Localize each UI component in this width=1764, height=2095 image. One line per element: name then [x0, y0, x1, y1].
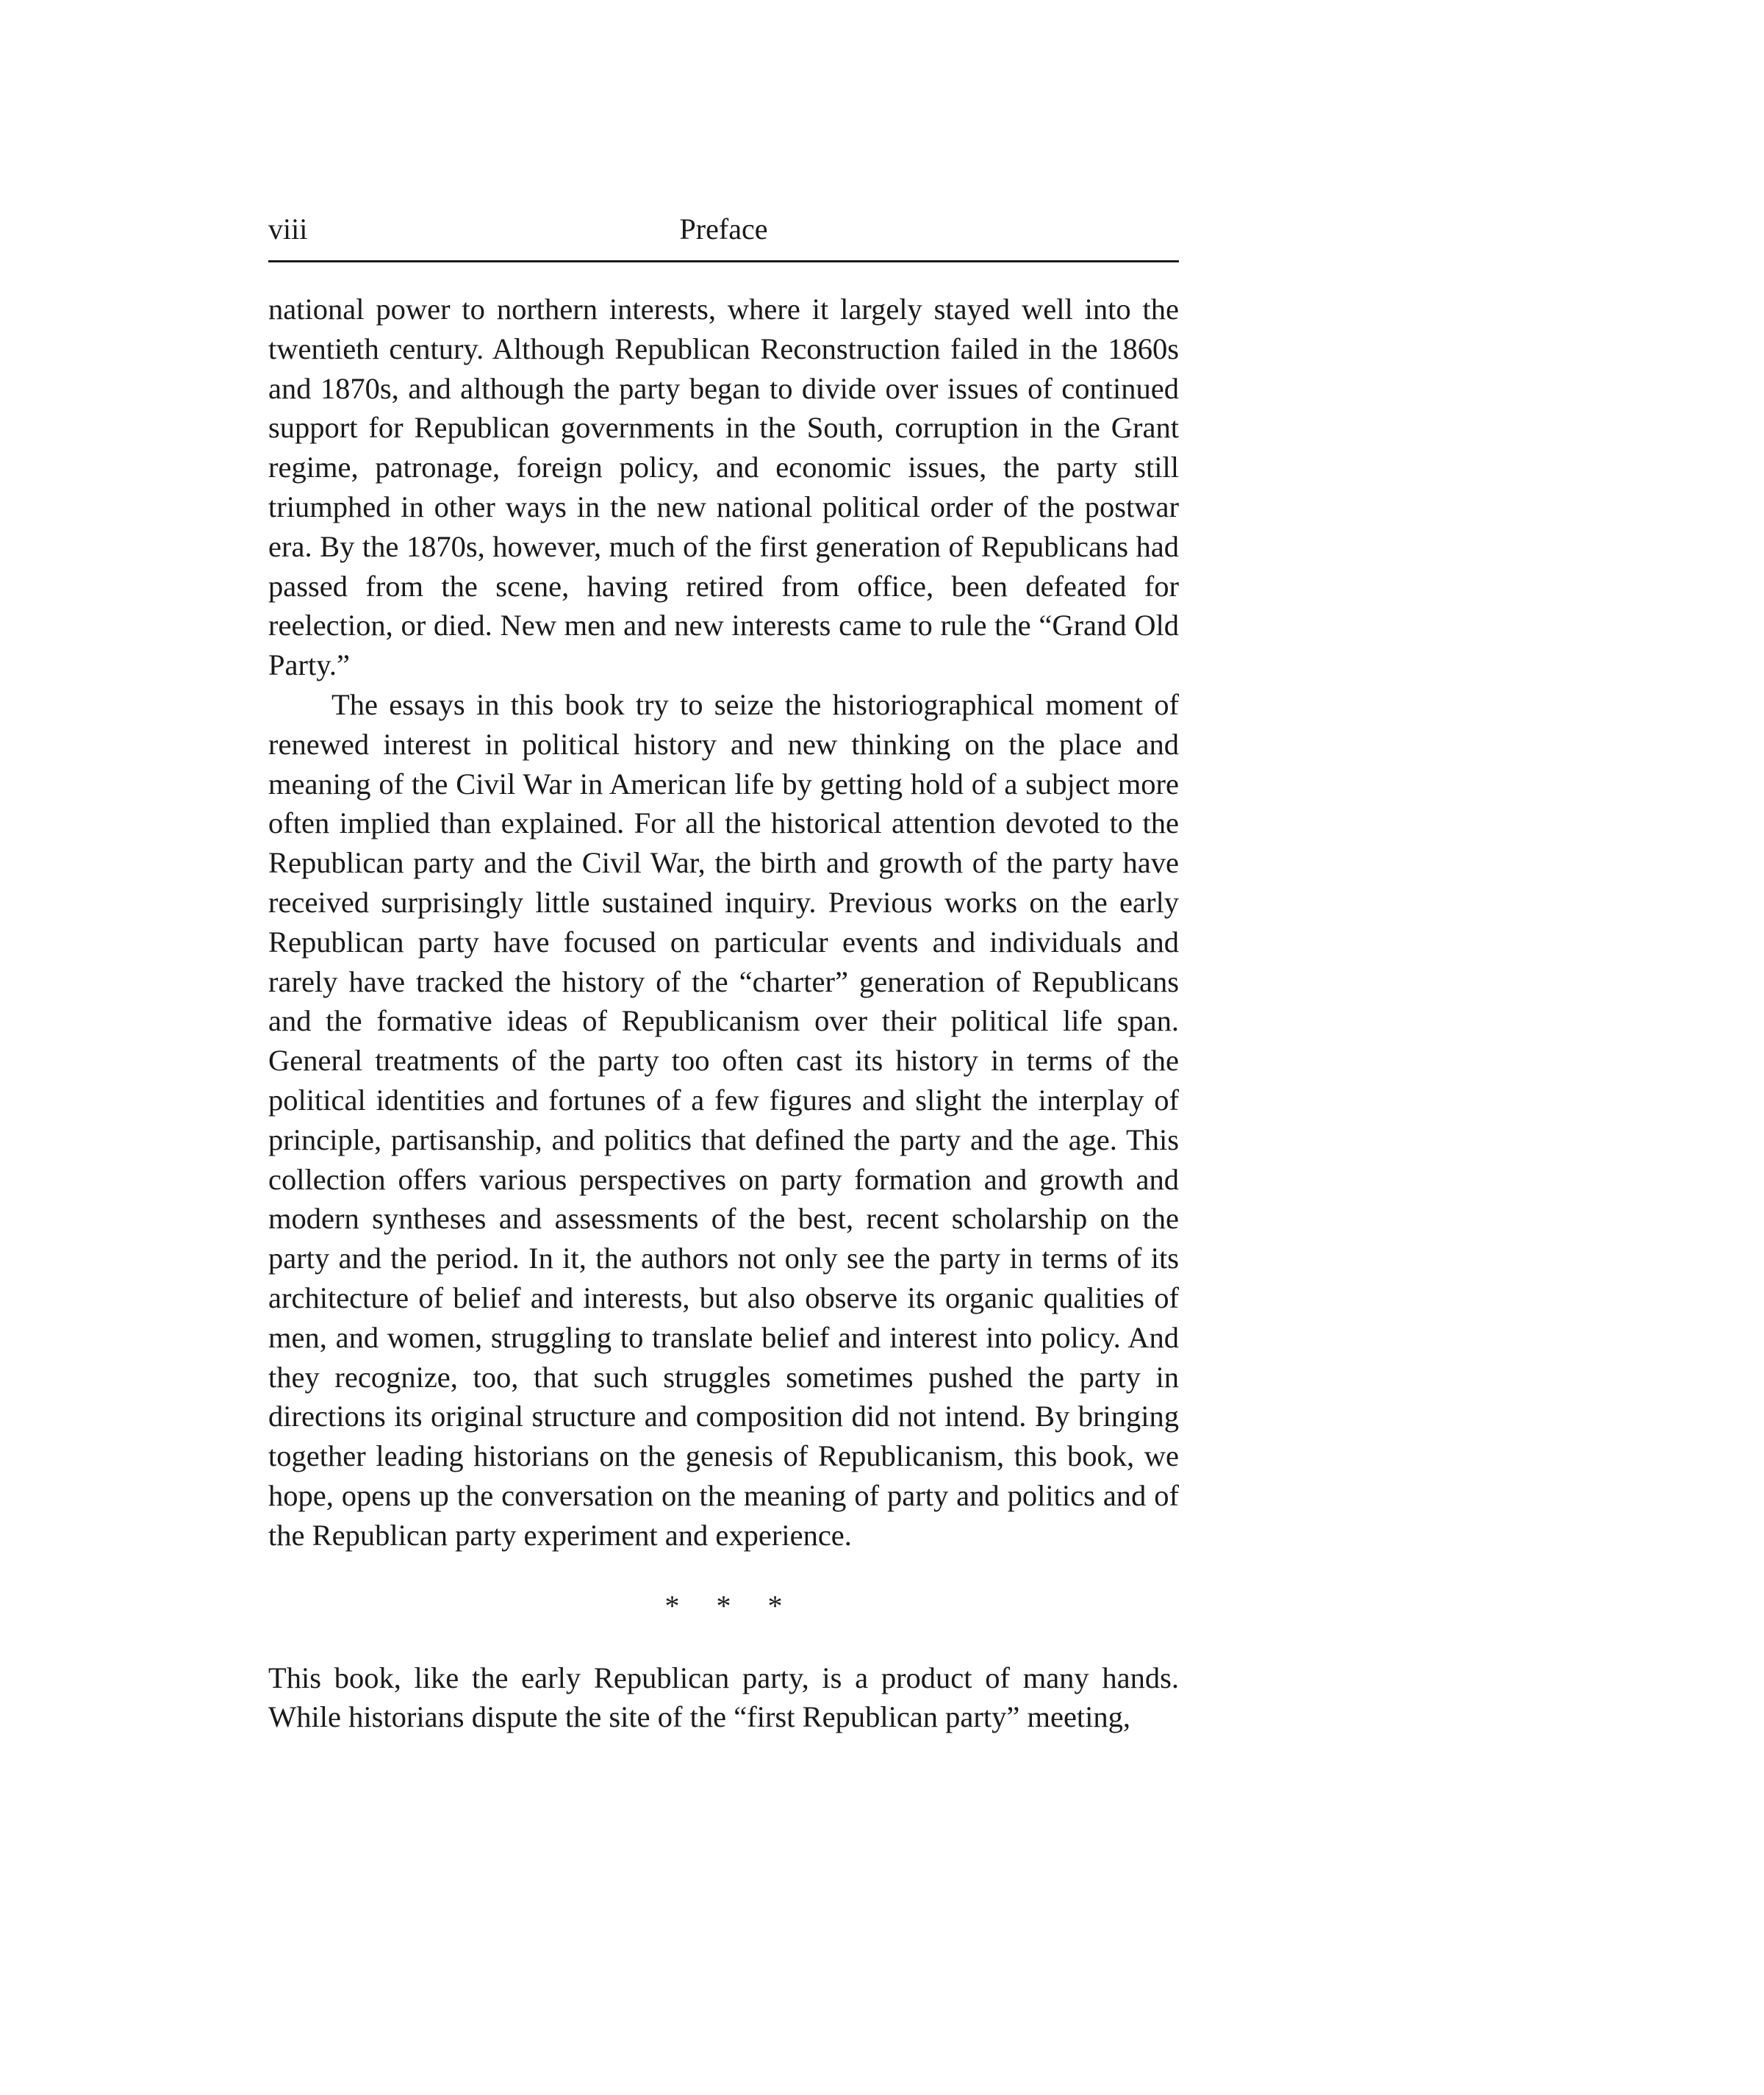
- paragraph-acknowledgments: This book, like the early Republican party, is a product of many hands. While historians dispute the site of the “first Republican party” meeting,: [268, 1661, 1179, 1734]
- asterisk: *: [664, 1589, 680, 1622]
- body-text: [268, 290, 1179, 1737]
- paragraph-essays: The essays in this book try to seize the historiographical moment of renewed interest in political history and new thinking on the place and meaning of the Civil War in American life by getting hold of a subject more often implied than explained. For all the historical attention devoted to the Republican party and the Civil War, the birth and growth of the party have received surprisingly little sustained inquiry. Previous works on the early Republican party have focused on particular events and individuals and rarely have tracked the history of the “charter” generation of Republicans and the formative ideas of Republicanism over their political life span. General treatments of the party too often cast its history in terms of the political identities and fortunes of a few figures and slight the interplay of principle, partisanship, and politics that defined the party and the age. This collection offers various perspectives on party formation and growth and modern syntheses and assessments of the best, recent scholarship on the party and the period. In it, the authors not only see the party in terms of its architecture of belief and interests, but also observe its organic qualities of men, and women, struggling to translate belief and interest into policy. And they recognize, too, that such struggles sometimes pushed the party in directions its original structure and composition did not intend. By bringing together leading historians on the genesis of Republicanism, this book, we hope, opens up the conversation on the meaning of party and politics and of the Republican party experiment and experience.: [268, 687, 1179, 1552]
- section-break: [268, 1586, 1179, 1626]
- paragraph-continued: national power to northern interests, where it largely stayed well into the twentieth century. Although Republican Reconstruction failed in the 1860s and 1870s, and although the party began to divide over issues of continued support for Republican governments in the South, corruption in the Grant regime, patronage, foreign policy, and economic issues, the party still triumphed in other ways in the new national political order of the postwar era. By the 1870s, however, much of the first generation of Republicans had passed from the scene, having retired from office, been defeated for reelection, or died. New men and new interests came to rule the “Grand Old Party.”: [268, 293, 1179, 682]
- page-header: [268, 212, 1179, 262]
- asterisk: *: [716, 1589, 731, 1622]
- asterisk: *: [767, 1589, 783, 1622]
- running-head: Preface: [679, 212, 768, 246]
- page-number: viii: [268, 212, 308, 246]
